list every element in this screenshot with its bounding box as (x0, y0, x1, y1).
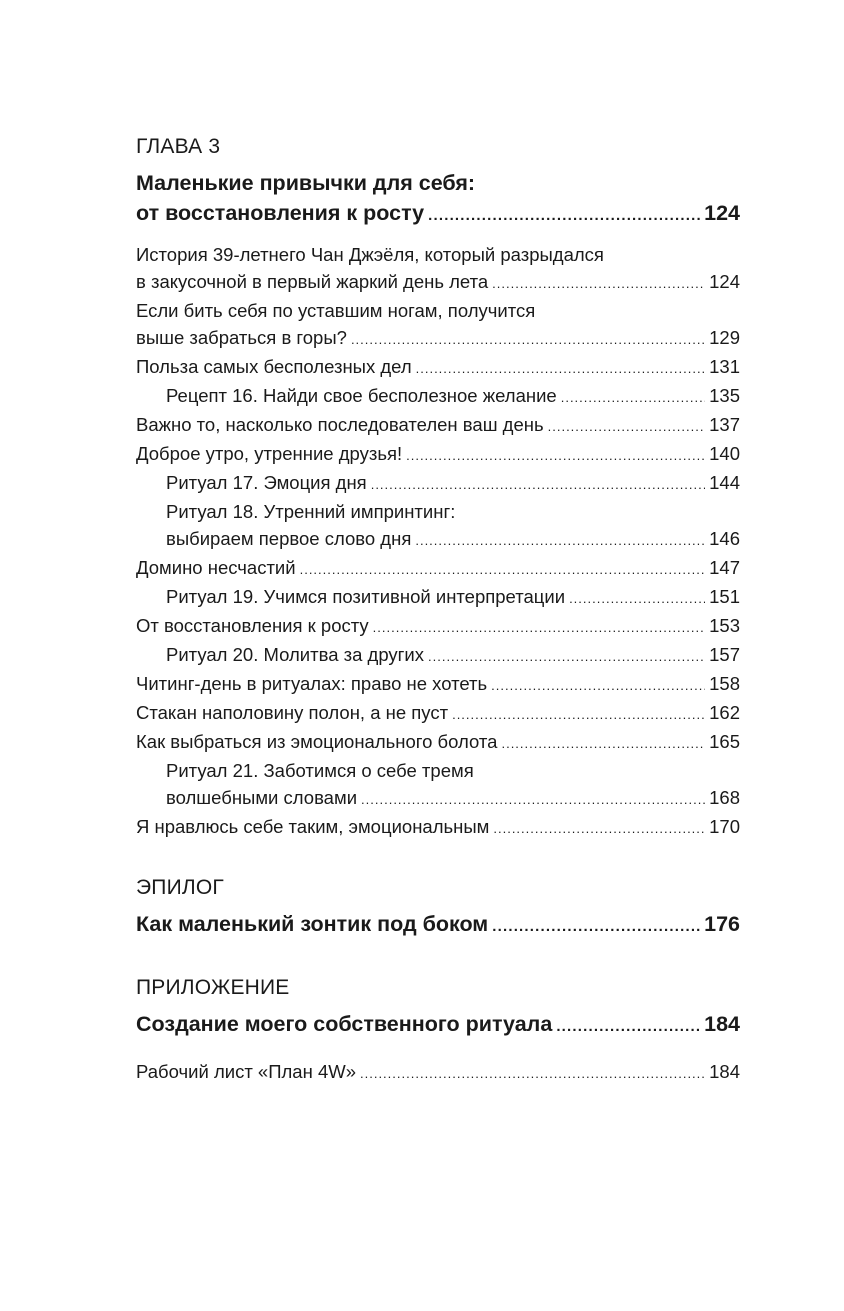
dot-leader (561, 384, 705, 411)
entry-page: 131 (709, 356, 740, 377)
entry-text: Ритуал 20. Молитва за других (166, 644, 424, 665)
dot-leader (493, 815, 705, 842)
toc-entry[interactable] (136, 728, 740, 757)
entry-text: Домино несчастий (136, 557, 296, 578)
entry-text: Как выбраться из эмоционального болота (136, 731, 498, 752)
entry-text: Рецепт 16. Найди свое бесполезное желание (166, 385, 557, 406)
dot-leader (351, 326, 705, 353)
chapter-title-line-2: от восстановления к росту ..... 124 (136, 198, 740, 231)
entry-text: Ритуал 19. Учимся позитивной интерпретации (166, 586, 566, 607)
epilogue-label: ЭПИЛОГ (136, 876, 224, 899)
toc-entry[interactable] (136, 1058, 740, 1087)
entry-page: 165 (709, 731, 740, 752)
entry-text: Если бить себя по уставшим ногам, получится (136, 300, 536, 321)
entry-text: выше забраться в горы? (136, 327, 347, 348)
epilogue-page: 176 (704, 912, 740, 936)
chapter-title (136, 168, 740, 231)
appendix-page: 184 (704, 1012, 740, 1036)
appendix-label: ПРИЛОЖЕНИЕ (136, 976, 290, 999)
entry-page: 162 (709, 702, 740, 723)
dot-leader (569, 585, 705, 612)
toc-entry[interactable] (136, 554, 740, 583)
entry-page: 168 (709, 787, 740, 808)
dot-leader (406, 442, 705, 469)
entry-page: 157 (709, 644, 740, 665)
toc-entry[interactable] (136, 440, 740, 469)
entry-page: 140 (709, 443, 740, 464)
entry-page: 158 (709, 673, 740, 694)
entry-text: волшебными словами (166, 787, 358, 808)
entry-page: 146 (709, 528, 740, 549)
toc-entry[interactable] (136, 813, 740, 842)
dot-leader (416, 355, 706, 382)
entry-page: 151 (709, 586, 740, 607)
epilogue-title[interactable]: Как маленький зонтик под боком ..... 176 (136, 909, 740, 942)
chapter-title-page: 124 (704, 201, 740, 225)
entry-text: История 39-летнего Чан Джэёля, который разрыдался (136, 244, 604, 265)
dot-leader (361, 786, 705, 813)
dot-leader (452, 701, 705, 728)
dot-leader (492, 912, 700, 942)
dot-leader (492, 270, 705, 297)
entry-page: 170 (709, 816, 740, 837)
toc-entry[interactable] (136, 699, 740, 728)
dot-leader (371, 471, 705, 498)
entry-page: 137 (709, 414, 740, 435)
toc-subentry[interactable] (136, 382, 740, 411)
toc-entry[interactable] (136, 612, 740, 641)
toc-subentry[interactable] (136, 583, 740, 612)
entry-text: От восстановления к росту (136, 615, 369, 636)
dot-leader (501, 730, 705, 757)
chapter-title-line-1: Маленькие привычки для себя: (136, 171, 476, 195)
dot-leader (548, 413, 706, 440)
toc-entry[interactable] (136, 411, 740, 440)
dot-leader (300, 556, 706, 583)
entry-text: выбираем первое слово дня (166, 528, 412, 549)
toc-entry[interactable] (136, 670, 740, 699)
entry-page: 135 (709, 385, 740, 406)
entry-page: 153 (709, 615, 740, 636)
toc-entry[interactable] (136, 297, 740, 353)
appendix-title[interactable]: Создание моего собственного ритуала ..... 184 (136, 1009, 740, 1042)
entry-page: 124 (709, 271, 740, 292)
dot-leader (556, 1012, 700, 1042)
entry-text: Я нравлюсь себе таким, эмоциональным (136, 816, 490, 837)
toc-subentry[interactable] (136, 757, 740, 813)
toc-entry[interactable] (136, 241, 740, 297)
dot-leader (428, 643, 705, 670)
entry-text: Рабочий лист «План 4W» (136, 1061, 356, 1082)
entry-text: Ритуал 18. Утренний импринтинг: (166, 501, 456, 522)
entry-text: в закусочной в первый жаркий день лета (136, 271, 489, 292)
entry-page: 184 (709, 1061, 740, 1082)
dot-leader (428, 201, 700, 231)
entry-text: Важно то, насколько последователен ваш день (136, 414, 544, 435)
dot-leader (491, 672, 705, 699)
chapter-label: ГЛАВА 3 (136, 135, 221, 158)
entry-text: Ритуал 21. Заботимся о себе тремя (166, 760, 474, 781)
toc-subentry[interactable] (136, 498, 740, 554)
toc-entry[interactable] (136, 353, 740, 382)
entry-text: Стакан наполовину полон, а не пуст (136, 702, 449, 723)
toc-subentry[interactable] (136, 469, 740, 498)
toc-subentry[interactable] (136, 641, 740, 670)
dot-leader (373, 614, 705, 641)
entry-text: Читинг-день в ритуалах: право не хотеть (136, 673, 488, 694)
chapter-entries (136, 241, 740, 842)
entry-page: 144 (709, 472, 740, 493)
entry-text: Польза самых бесполезных дел (136, 356, 412, 377)
dot-leader (415, 527, 705, 554)
dot-leader (360, 1060, 705, 1087)
toc-content (136, 134, 740, 1087)
entry-page: 147 (709, 557, 740, 578)
entry-text: Доброе утро, утренние друзья! (136, 443, 403, 464)
entry-page: 129 (709, 327, 740, 348)
entry-text: Ритуал 17. Эмоция дня (166, 472, 367, 493)
